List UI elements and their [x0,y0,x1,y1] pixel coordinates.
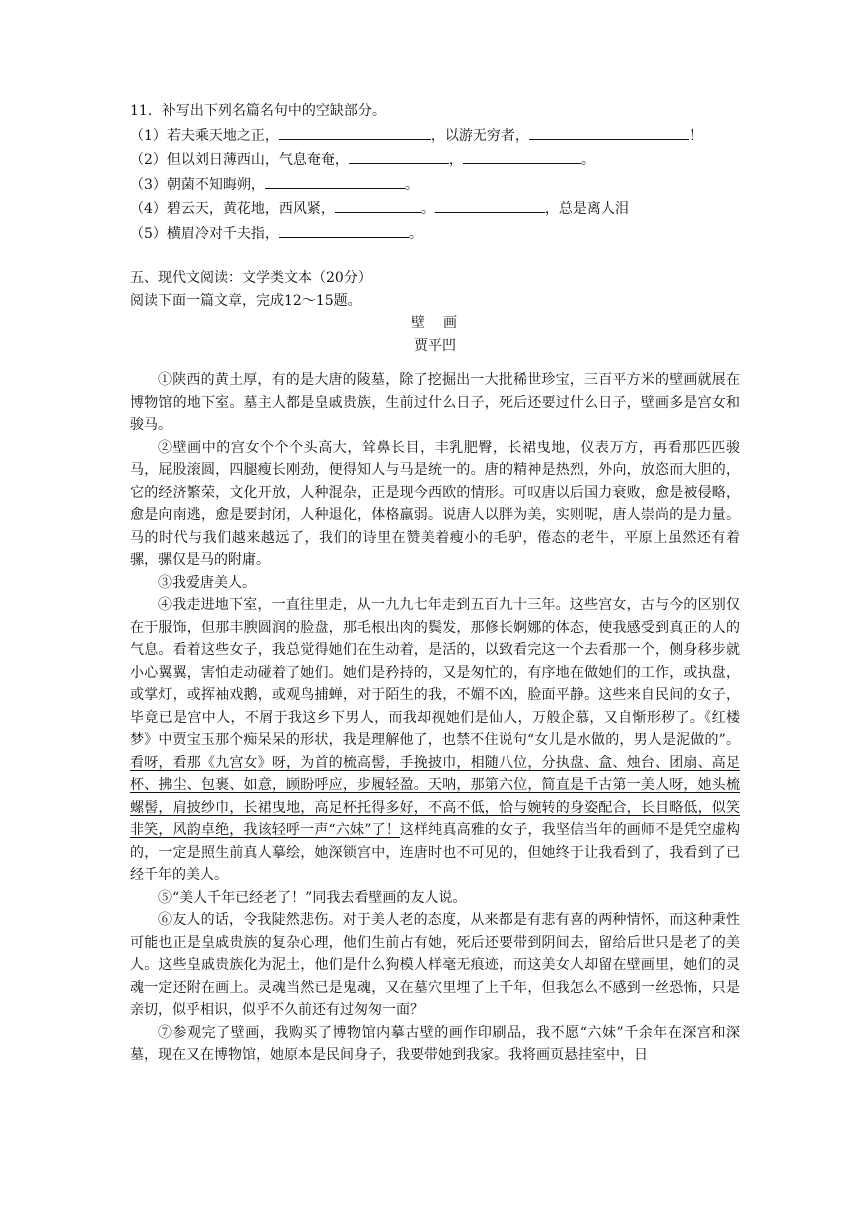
item-text: ！ [688,127,703,144]
question-11-item-2 [130,147,740,172]
paragraph-4-text-end: 这样纯真高雅的女子，我坚信当年的画师不是凭空虚构的，一定是照生前真人摹绘，她深锁宫中，连唐时也不可见的，但她终于让我看到了，我看到了已经千年的美人。 [130,822,740,883]
item-text: 。 [420,201,435,217]
paragraph-7: ⑦参观完了壁画，我购买了博物馆内摹古壁的画作印刷品，我不愿“六妹”千余年在深宫和深墓，现在又在博物馆，她原本是民间身子，我要带她到我家。我将画页悬挂室中，日 [130,1024,740,1063]
item-text: 。 [408,225,423,242]
question-11-title: 11．补写出下列名篇名句中的空缺部分。 [130,103,386,119]
paragraph-1: ①陕西的黄土厚，有的是大唐的陵墓，除了挖掘出一大批稀世珍宝，三百平方米的壁画就展在博物馆的地下室。墓主人都是皇戚贵族，生前过什么日子，死后还要过什么日子，壁画多是宫女和骏马。 [130,372,740,433]
item-text: （2）但以刘日薄西山，气息奄奄， [130,152,349,168]
answer-blank[interactable] [529,123,689,140]
paragraph-6: ⑥友人的话，令我陡然悲伤。对于美人老的态度，从来都是有悲有喜的两种情怀，而这种秉性可能也正是皇戚贵族的复杂心理，他们生前占有她，死后还要带到阴间去，留给后世只是老了的美人。这些皇戚贵族化为泥土，他们是什么狗模人样毫无痕迹，而这美女人却留在壁画里，她们的灵魂一定还附在画上。灵魂当然已是鬼魂，又在墓穴里埋了上千年，但我怎么不感到一丝恐怖，只是亲切，似乎相识，似乎不久前还有过匆匆一面？ [130,912,740,1018]
item-text: （3）朝菌不知晦朔， [130,176,265,193]
item-text: ， [448,152,463,168]
item-text: 。 [580,152,595,168]
item-text: （1）若夫乘天地之正， [130,127,279,144]
answer-blank[interactable] [435,196,545,213]
document-page [130,100,740,1067]
question-11-item-4 [130,196,740,221]
item-text: ，以游无穷者， [430,127,529,144]
answer-blank[interactable] [463,147,581,164]
answer-blank[interactable] [265,172,405,189]
question-11-item-1 [130,123,740,148]
paragraph-3: ③我爱唐美人。 [158,574,256,591]
paragraph-4-text: ④我走进地下室，一直往里走，从一九九七年走到五百九十三年。这些宫女，古与今的区别仅在于服饰，但那丰腴圆润的脸盘，那毛根出肉的鬓发，那修长婀娜的体态，使我感受到真正的人的气息。看着这些女子，我总觉得她们在生动着，是活的，以致看完这一个去看那一个，侧身移步就小心翼翼，害怕走动碰着了她们。她们是矜持的，又是匆忙的，有序地在做她们的工作，或执盘，或掌灯，或挥袖戏鹅，或观鸟捕蝉，对于陌生的我，不媚不凶，脸面平静。这些来自民间的女子，毕竟已是宫中人，不屑于我这乡下男人，而我却视她们是仙人，万般企慕，又自惭形秽了。《红楼梦》中贾宝玉那个痴呆呆的形状，我是理解他了，也禁不住说句“女儿是水做的，男人是泥做的”。 [130,597,740,748]
article-author: 贾平凹 [414,337,456,354]
section-heading: 五、现代文阅读：文学类文本（20分） [130,270,372,286]
question-11-item-5 [130,221,740,246]
section-instruction: 阅读下面一篇文章，完成12～15题。 [130,292,362,309]
question-11-item-3 [130,172,740,197]
answer-blank[interactable] [279,123,431,140]
answer-blank[interactable] [335,196,421,213]
paragraph-5: ⑤“美人千年已经老了！”同我去看壁画的友人说。 [158,889,467,906]
item-text: （5）横眉冷对千夫指， [130,225,279,242]
answer-blank[interactable] [279,221,409,238]
item-text: （4）碧云天，黄花地，西风紧， [130,201,335,217]
paragraph-4 [130,594,740,887]
article-title: 壁 画 [411,315,459,331]
paragraph-2: ②壁画中的宫女个个个头高大，耸鼻长目，丰乳肥臀，长裙曳地，仪表万方，再看那匹匹骏马，屁股滚圆，四腿瘦长刚劲，便得知人与马是统一的。唐的精神是热烈，外向，放恣而大胆的，它的经济繁荣，文化开放，人种混杂，正是现今西欧的情形。可叹唐以后国力衰败，愈是被侵略，愈是向南逃，愈是要封闭，人种退化，体格羸弱。说唐人以胖为美，实则呢，唐人崇尚的是力量。马的时代与我们越来越远了，我们的诗里在赞美着瘦小的毛驴，倦态的老牛，平原上虽然还有着骡，骡仅是马的附庸。 [130,439,740,568]
underlined-passage: 看呀，看那《九宫女》呀，为首的梳高髻，手挽披巾，相随八位，分执盘、盒、烛台、团扇、高足杯、拂尘、包裹、如意，顾盼呼应，步履轻盈。天呐，那第六位，简直是千古第一美人呀，她头梳螺髻，肩披纱巾，长裙曳地，高足杯托得多好，不高不低，恰与婉转的身姿配合，长目略低，似笑非笑，风韵卓绝，我该轻呼一声“六妹”了！ [130,754,740,838]
item-text: ，总是离人泪 [544,201,629,217]
item-text: 。 [404,176,419,193]
answer-blank[interactable] [349,147,449,164]
